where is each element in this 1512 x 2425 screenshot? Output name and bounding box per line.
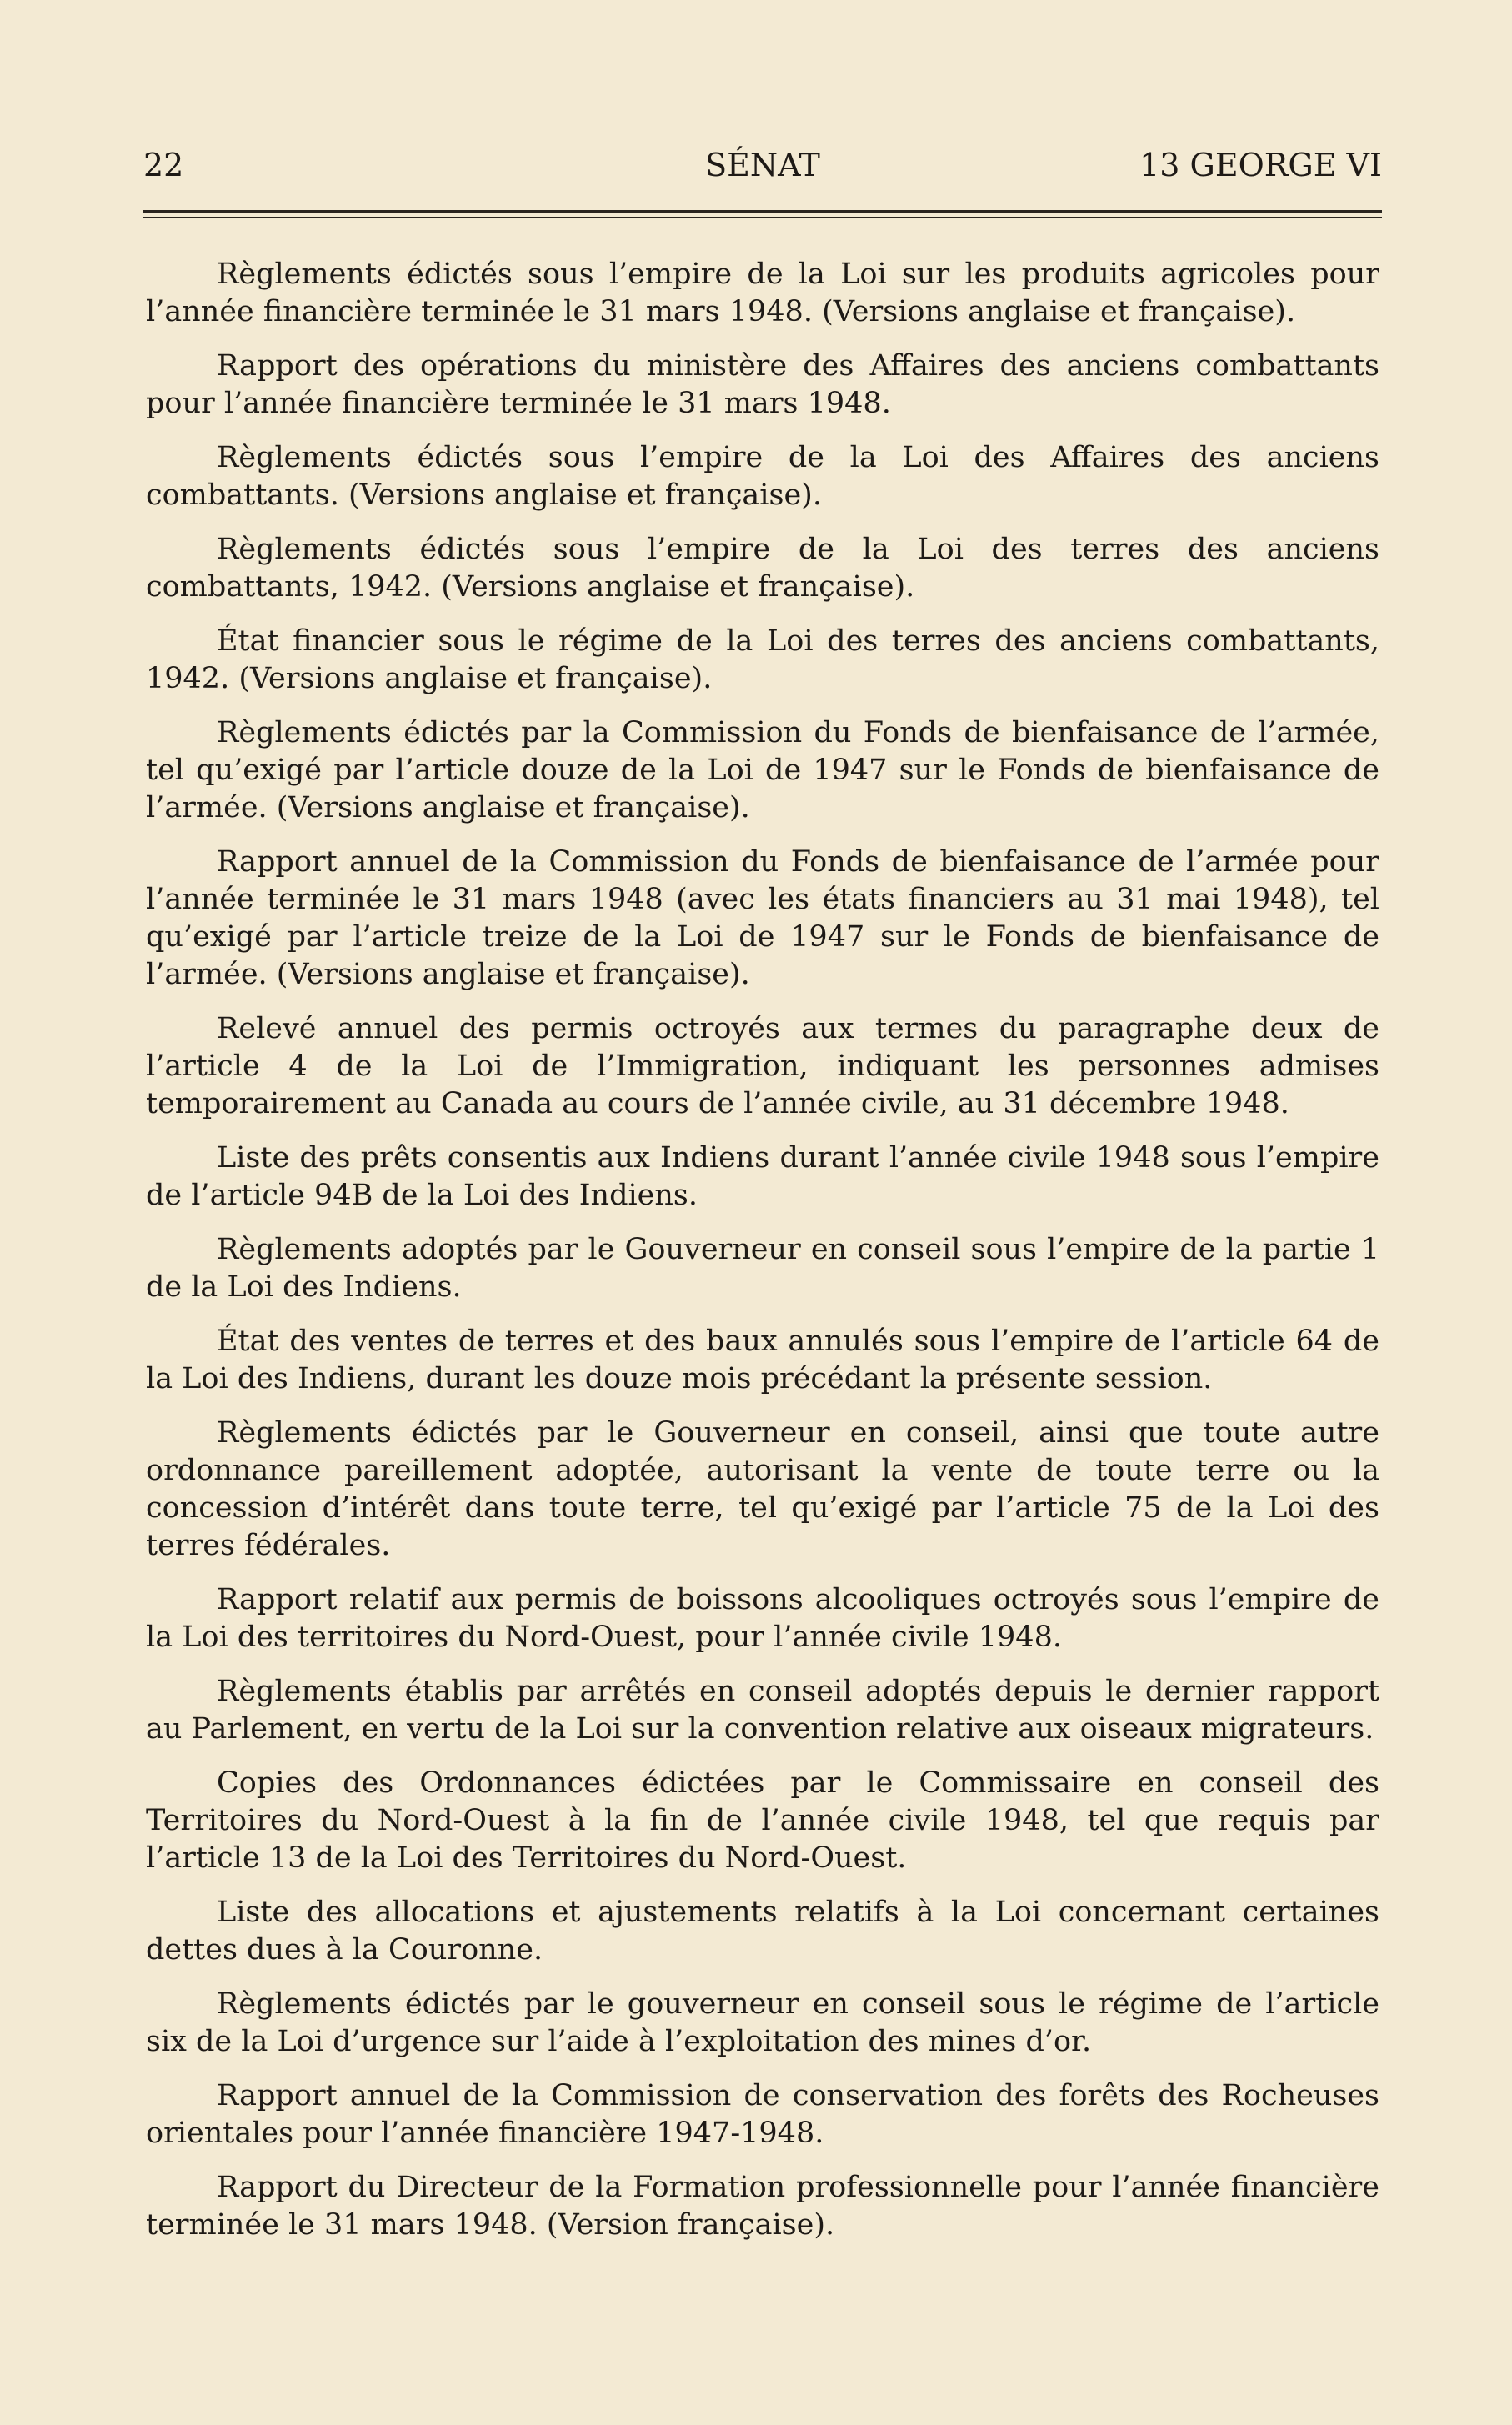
paragraph: Rapport du Directeur de la Formation professionnelle pour l’année financière terminée le 31 mars 1948. (Version française).: [146, 2171, 1379, 2242]
paragraph: Rapport des opérations du ministère des Affaires des anciens combattants pour l’année financière terminée le 31 mars 1948.: [146, 349, 1379, 420]
paragraph: État des ventes de terres et des baux annulés sous l’empire de l’article 64 de la Loi des Indiens, durant les douze mois précédant la présente session.: [146, 1325, 1379, 1395]
paragraph: Règlements adoptés par le Gouverneur en conseil sous l’empire de la partie 1 de la Loi des Indiens.: [146, 1233, 1379, 1304]
page-header: [143, 147, 1382, 197]
paragraph: Liste des prêts consentis aux Indiens durant l’année civile 1948 sous l’empire de l’article 94B de la Loi des Indiens.: [146, 1141, 1379, 1212]
document-body: [146, 256, 1379, 2261]
paragraph: Règlements édictés par la Commission du Fonds de bienfaisance de l’armée, tel qu’exigé par l’article douze de la Loi de 1947 sur le Fonds de bienfaisance de l’armée. (Versions anglaise et française).: [146, 716, 1379, 824]
paragraph: Liste des allocations et ajustements relatifs à la Loi concernant certaines dettes dues à la Couronne.: [146, 1896, 1379, 1967]
paragraph: Règlements édictés par le gouverneur en conseil sous le régime de l’article six de la Loi d’urgence sur l’aide à l’exploitation des mines d’or.: [146, 1987, 1379, 2058]
paragraph: Règlements établis par arrêtés en conseil adoptés depuis le dernier rapport au Parlement, en vertu de la Loi sur la convention relative aux oiseaux migrateurs.: [146, 1675, 1379, 1746]
header-rule-thin: [143, 217, 1382, 218]
paragraph: Copies des Ordonnances édictées par le Commissaire en conseil des Territoires du Nord-Ouest à la fin de l’année civile 1948, tel que requis par l’article 13 de la Loi des Territoires du Nord-Ouest.: [146, 1766, 1379, 1875]
paragraph: État financier sous le régime de la Loi des terres des anciens combattants, 1942. (Versions anglaise et française).: [146, 624, 1379, 695]
page-title: SÉNAT: [705, 147, 820, 183]
header-regnal-year: 13 GEORGE VI: [1139, 147, 1382, 183]
header-rule-thick: [143, 210, 1382, 213]
paragraph: Rapport annuel de la Commission du Fonds de bienfaisance de l’armée pour l’année terminée le 31 mars 1948 (avec les états financiers au 31 mai 1948), tel qu’exigé par l’article treize de la Loi de 1947 sur le Fonds de bienfaisance de l’armée. (Versions anglaise et française).: [146, 845, 1379, 991]
page-number: 22: [143, 147, 184, 183]
paragraph: Règlements édictés sous l’empire de la Loi sur les produits agricoles pour l’année financière terminée le 31 mars 1948. (Versions anglaise et française).: [146, 258, 1379, 328]
paragraph: Règlements édictés sous l’empire de la Loi des Affaires des anciens combattants. (Versions anglaise et française).: [146, 441, 1379, 512]
paragraph: Règlements édictés sous l’empire de la Loi des terres des anciens combattants, 1942. (Versions anglaise et française).: [146, 533, 1379, 604]
paragraph: Rapport annuel de la Commission de conservation des forêts des Rocheuses orientales pour l’année financière 1947-1948.: [146, 2079, 1379, 2150]
paragraph: Règlements édictés par le Gouverneur en conseil, ainsi que toute autre ordonnance pareillement adoptée, autorisant la vente de toute terre ou la concession d’intérêt dans toute terre, tel qu’exigé par l’article 75 de la Loi des terres fédérales.: [146, 1416, 1379, 1562]
paragraph: Relevé annuel des permis octroyés aux termes du paragraphe deux de l’article 4 de la Loi de l’Immigration, indiquant les personnes admises temporairement au Canada au cours de l’année civile, au 31 décembre 1948.: [146, 1012, 1379, 1120]
paragraph: Rapport relatif aux permis de boissons alcooliques octroyés sous l’empire de la Loi des territoires du Nord-Ouest, pour l’année civile 1948.: [146, 1583, 1379, 1654]
